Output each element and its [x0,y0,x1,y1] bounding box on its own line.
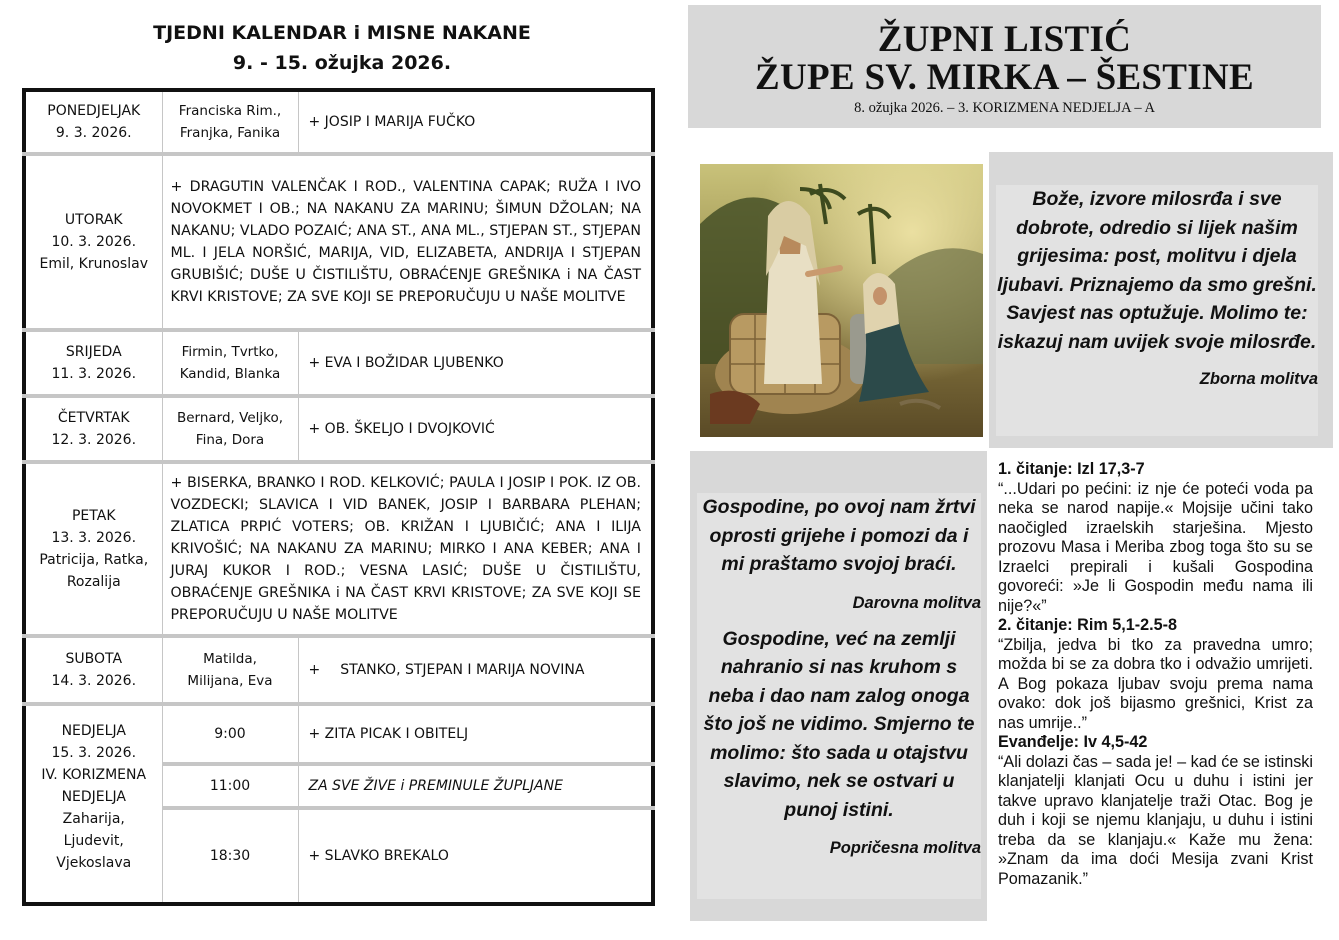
day-date: 9. 3. 2026. [55,125,132,141]
day-date: 15. 3. 2026. [51,745,137,761]
day-cell [24,90,162,154]
day-date: 13. 3. 2026. [51,530,137,546]
day-name: ČETVRTAK [57,410,130,426]
name-days: Zaharija, [62,811,125,827]
feast-name: NEDJELJA [61,789,126,805]
intention-cell: + SLAVKO BREKALO [298,808,653,904]
reading-text: “Ali dolazi čas – sada je! – kad će se istinski klanjatelji klanjati Ocu u duhu i istini jer takve upravo klanjatelje traži Otac. Bog je duh i koji se njemu klanjaju, u duhu i istini treba da se klanjaju.« Kaže mu žena: »Znam da ima doći Mesija zvani Krist Pomazanik.” [998,752,1313,888]
day-date: 12. 3. 2026. [51,432,137,448]
intention-cell: + STANKO, STJEPAN I MARIJA NOVINA [298,636,653,704]
table-row-thursday [24,396,653,462]
collect-prayer [996,185,1318,436]
communion-prayer-source: Popričesna molitva [829,839,981,857]
prayer-text: Bože, izvore milosrđa i sve dobrote, odredio si lijek našim grijesima: post, molitvu i djela ljubavi. Priznajemo da smo grešni. Savjest nas optužuje. Molimo te: iskazuj nam uvijek svoje milosrđe. [997,188,1317,353]
bulletin-header [688,5,1321,128]
name-days: Emil, Krunoslav [39,256,148,272]
day-cell [24,396,162,462]
reading-title: 1. čitanje: Izl 17,3-7 [998,460,1145,478]
communion-prayer-text: Gospodine, već na zemlji nahranio si nas kruhom s neba i dao nam zalog onoga što još ne vidimo. Smjerno te molimo: što sada u otajstvu slavimo, nek se ostvari u punoj istini. [703,627,975,821]
readings-section [998,460,1313,889]
name-days-cell: Matilda, Milijana, Eva [162,636,298,704]
name-days: Vjekoslava [56,855,132,871]
day-name: PONEDJELJAK [47,103,141,119]
offertory-communion-prayers [697,493,981,899]
mass-time: 18:30 [162,808,298,904]
table-row-wednesday [24,330,653,396]
calendar-date-range: 9. - 15. ožujka 2026. [232,52,452,74]
name-days: Ljudevit, [63,833,124,849]
calendar-heading [22,18,662,78]
day-cell [24,636,162,704]
day-name: SRIJEDA [65,344,122,360]
prayer-source: Zborna molitva [1199,370,1318,388]
reading-1 [998,460,1313,616]
table-row-monday [24,90,653,154]
reading-2 [998,616,1313,733]
intention-cell: + JOSIP I MARIJA FUČKO [298,90,653,154]
day-name: PETAK [71,508,116,524]
day-cell [24,154,162,330]
reading-gospel [998,733,1313,889]
table-row-friday [24,462,653,636]
offertory-prayer-source: Darovna molitva [852,593,981,612]
day-date: 10. 3. 2026. [51,234,137,250]
name-days-cell: Franciska Rim., Franjka, Fanika [162,90,298,154]
offertory-prayer-text: Gospodine, po ovoj nam žrtvi oprosti grijehe i pomozi da i mi praštamo svojoj braći. [702,496,976,575]
intention-cell: + OB. ŠKELJO I DVOJKOVIĆ [298,396,653,462]
intention-cell: + BISERKA, BRANKO I ROD. KELKOVIĆ; PAULA I JOSIP I POK. IZ OB. VOZDECKI; SLAVICA I VID BANEK, JOSIP I BARBARA PLEHAN; ZLATICA PRPIĆ VOTERS; OB. KRIŽAN I LJUBIČIĆ; ANA I ILIJA KRIVOŠIĆ; NA NAKANU ZA MARINU; MIRKO I ANA KEBER; ANA I JURAJ KUKOR I ROD.; VESNA LASIĆ; DUŠE U ČISTILIŠTU, OBRAĆENJE GREŠNIKA i NA ČAST KRVI KRISTOVE; ZA SVE KOJI SE PREPORUČUJU U NAŠE MOLITVE [162,462,653,636]
mass-time: 9:00 [162,704,298,764]
mass-time: 11:00 [162,764,298,808]
intention-cell: + EVA I BOŽIDAR LJUBENKO [298,330,653,396]
day-name: UTORAK [64,212,123,228]
table-row-tuesday [24,154,653,330]
name-days: Rozalija [66,574,121,590]
mass-intentions-table [22,88,655,906]
name-days-cell: Bernard, Veljko, Fina, Dora [162,396,298,462]
calendar-title: TJEDNI KALENDAR i MISNE NAKANE [153,22,531,44]
day-name: NEDJELJA [61,723,126,739]
table-row-sunday-mass-1 [24,704,653,764]
painting-illustration [700,164,983,437]
jesus-samaritan-woman-image [700,164,983,437]
reading-text: “Zbilja, jedva bi tko za pravedna umro; možda bi se za dobra tko i odvažio umrijeti. A Bog pokaza ljubav svoju prema nama ovako: dok još bijasmo grešnici, Krist za nas umrije..” [998,635,1313,732]
name-days: Patricija, Ratka, [39,552,149,568]
day-date: 14. 3. 2026. [51,673,137,689]
day-cell [24,462,162,636]
bulletin-title: ŽUPNI LISTIĆ ŽUPE SV. MIRKA – ŠESTINE [755,19,1254,98]
day-name: SUBOTA [65,651,123,667]
reading-title: Evanđelje: Iv 4,5-42 [998,733,1148,751]
bulletin-subtitle: 8. ožujka 2026. – 3. KORIZMENA NEDJELJA – A [854,100,1155,116]
reading-text: “...Udari po pećini: iz nje će poteći voda pa neka se narod napije.« Mojsije učini tako naočigled izraelskih starješina. Mjesto prozovu Masa i Meriba zbog toga što su se Izraelci prepirali i kušali Gospodina govoreći: »Je li Gospodin među nama ili nije?«” [998,479,1313,615]
table-row-saturday [24,636,653,704]
reading-title: 2. čitanje: Rim 5,1-2.5-8 [998,616,1178,634]
intention-cell: + ZITA PICAK I OBITELJ [298,704,653,764]
feast-name: IV. KORIZMENA [41,767,147,783]
day-cell [24,330,162,396]
name-days-cell: Firmin, Tvrtko, Kandid, Blanka [162,330,298,396]
intention-cell: + DRAGUTIN VALENČAK I ROD., VALENTINA CAPAK; RUŽA I IVO NOVOKMET I OB.; NA NAKANU ZA MARINU; ŠIMUN DŽOLAN; NA NAKANU; VLADO POZAIĆ; ANA ST., ANA ML., STJEPAN ST., STJEPAN ML. I JELA NORŠIĆ, MARIJA, VID, ELIZABETA, ANDRIJA I STJEPAN GRUBIŠIĆ; DUŠE U ČISTILIŠTU, OBRAĆENJE GREŠNIKA i NA ČAST KRVI KRISTOVE; ZA SVE KOJI SE PREPORUČUJU U NAŠE MOLITVE [162,154,653,330]
intention-cell: ZA SVE ŽIVE i PREMINULE ŽUPLJANE [298,764,653,808]
day-date: 11. 3. 2026. [51,366,137,382]
day-cell [24,704,162,904]
